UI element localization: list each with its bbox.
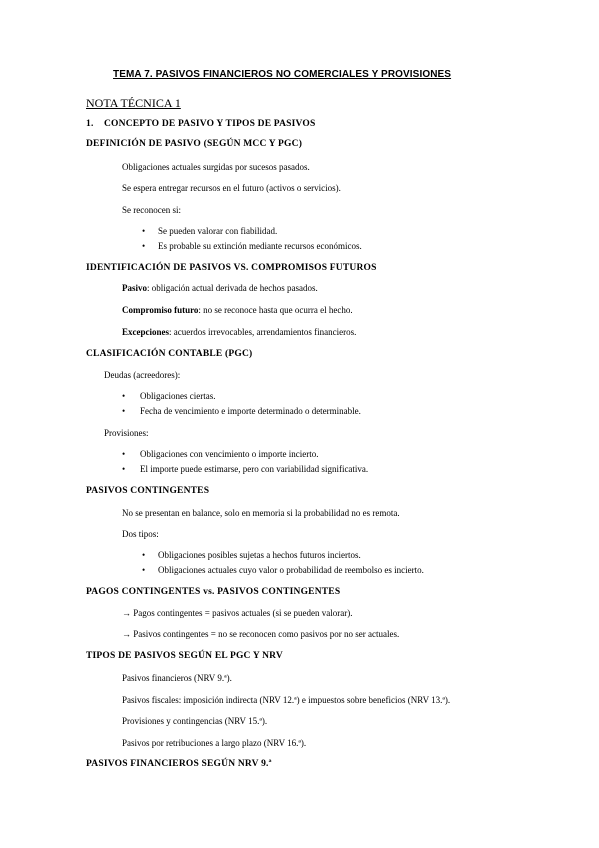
pagos-line: → Pasivos contingentes = no se reconocen como pasivos por no ser actuales. (122, 629, 400, 639)
deudas-bullet: Fecha de vencimiento e importe determinado o determinable. (140, 406, 361, 416)
definicion-p3: Se reconocen si: (122, 205, 181, 215)
tipos-item: Pasivos por retribuciones a largo plazo (NRV 16.ª). (122, 738, 307, 748)
definicion-p1: Obligaciones actuales surgidas por sucesos pasados. (122, 162, 310, 172)
bullet-dot: • (122, 391, 126, 401)
clasificacion-heading: CLASIFICACIÓN CONTABLE (PGC) (86, 349, 253, 359)
bullet-dot: • (142, 241, 146, 251)
section-number: 1. (86, 119, 94, 129)
identificacion-item (122, 304, 353, 316)
pasivos-financieros-heading: PASIVOS FINANCIEROS SEGÚN NRV 9.ª (86, 759, 272, 769)
document-title: TEMA 7. PASIVOS FINANCIEROS NO COMERCIALES Y PROVISIONES (113, 69, 452, 80)
identificacion-item (122, 282, 318, 294)
bullet-dot: • (122, 449, 126, 459)
contingentes-heading: PASIVOS CONTINGENTES (86, 486, 210, 496)
bullet-dot: • (142, 550, 146, 560)
bullet-dot: • (122, 406, 126, 416)
provisiones-bullet: El importe puede estimarse, pero con variabilidad significativa. (140, 464, 369, 474)
identificacion-item (122, 326, 356, 338)
definition: : obligación actual derivada de hechos pasados. (147, 283, 318, 293)
definition: : no se reconoce hasta que ocurra el hecho. (198, 305, 353, 315)
identificacion-heading: IDENTIFICACIÓN DE PASIVOS VS. COMPROMISOS FUTUROS (86, 263, 377, 273)
section-title: CONCEPTO DE PASIVO Y TIPOS DE PASIVOS (104, 119, 316, 129)
term: Pasivo (122, 283, 148, 293)
bullet-dot: • (122, 464, 126, 474)
term: Excepciones (122, 327, 169, 337)
provisiones-bullet: Obligaciones con vencimiento o importe incierto. (140, 449, 319, 459)
bullet-dot: • (142, 226, 146, 236)
bullet-dot: • (142, 565, 146, 575)
tipos-item: Pasivos financieros (NRV 9.ª). (122, 673, 232, 683)
contingentes-p1: No se presentan en balance, solo en memoria si la probabilidad no es remota. (122, 508, 400, 518)
contingentes-bullet: Obligaciones posibles sujetas a hechos futuros inciertos. (158, 550, 361, 560)
provisiones-label: Provisiones: (104, 428, 149, 438)
pagos-heading: PAGOS CONTINGENTES vs. PASIVOS CONTINGENTES (86, 587, 341, 597)
nota-tecnica-heading: NOTA TÉCNICA 1 (86, 96, 181, 110)
pagos-line: → Pagos contingentes = pasivos actuales (si se pueden valorar). (122, 608, 353, 618)
tipos-heading: TIPOS DE PASIVOS SEGÚN EL PGC Y NRV (86, 651, 283, 661)
tipos-item: Provisiones y contingencias (NRV 15.ª). (122, 716, 268, 726)
deudas-label: Deudas (acreedores): (104, 370, 181, 380)
definicion-p2: Se espera entregar recursos en el futuro (activos o servicios). (122, 183, 341, 193)
contingentes-p2: Dos tipos: (122, 529, 159, 539)
definicion-bullet: Se pueden valorar con fiabilidad. (158, 226, 278, 236)
term: Compromiso futuro (122, 305, 199, 315)
tipos-item: Pasivos fiscales: imposición indirecta (NRV 12.ª) e impuestos sobre beneficios (NRV 13.ª). (122, 695, 451, 705)
deudas-bullet: Obligaciones ciertas. (140, 391, 216, 401)
contingentes-bullet: Obligaciones actuales cuyo valor o probabilidad de reembolso es incierto. (158, 565, 424, 575)
definition: : acuerdos irrevocables, arrendamientos financieros. (169, 327, 357, 337)
definicion-heading: DEFINICIÓN DE PASIVO (SEGÚN MCC Y PGC) (86, 139, 303, 149)
definicion-bullet: Es probable su extinción mediante recursos económicos. (158, 241, 362, 251)
